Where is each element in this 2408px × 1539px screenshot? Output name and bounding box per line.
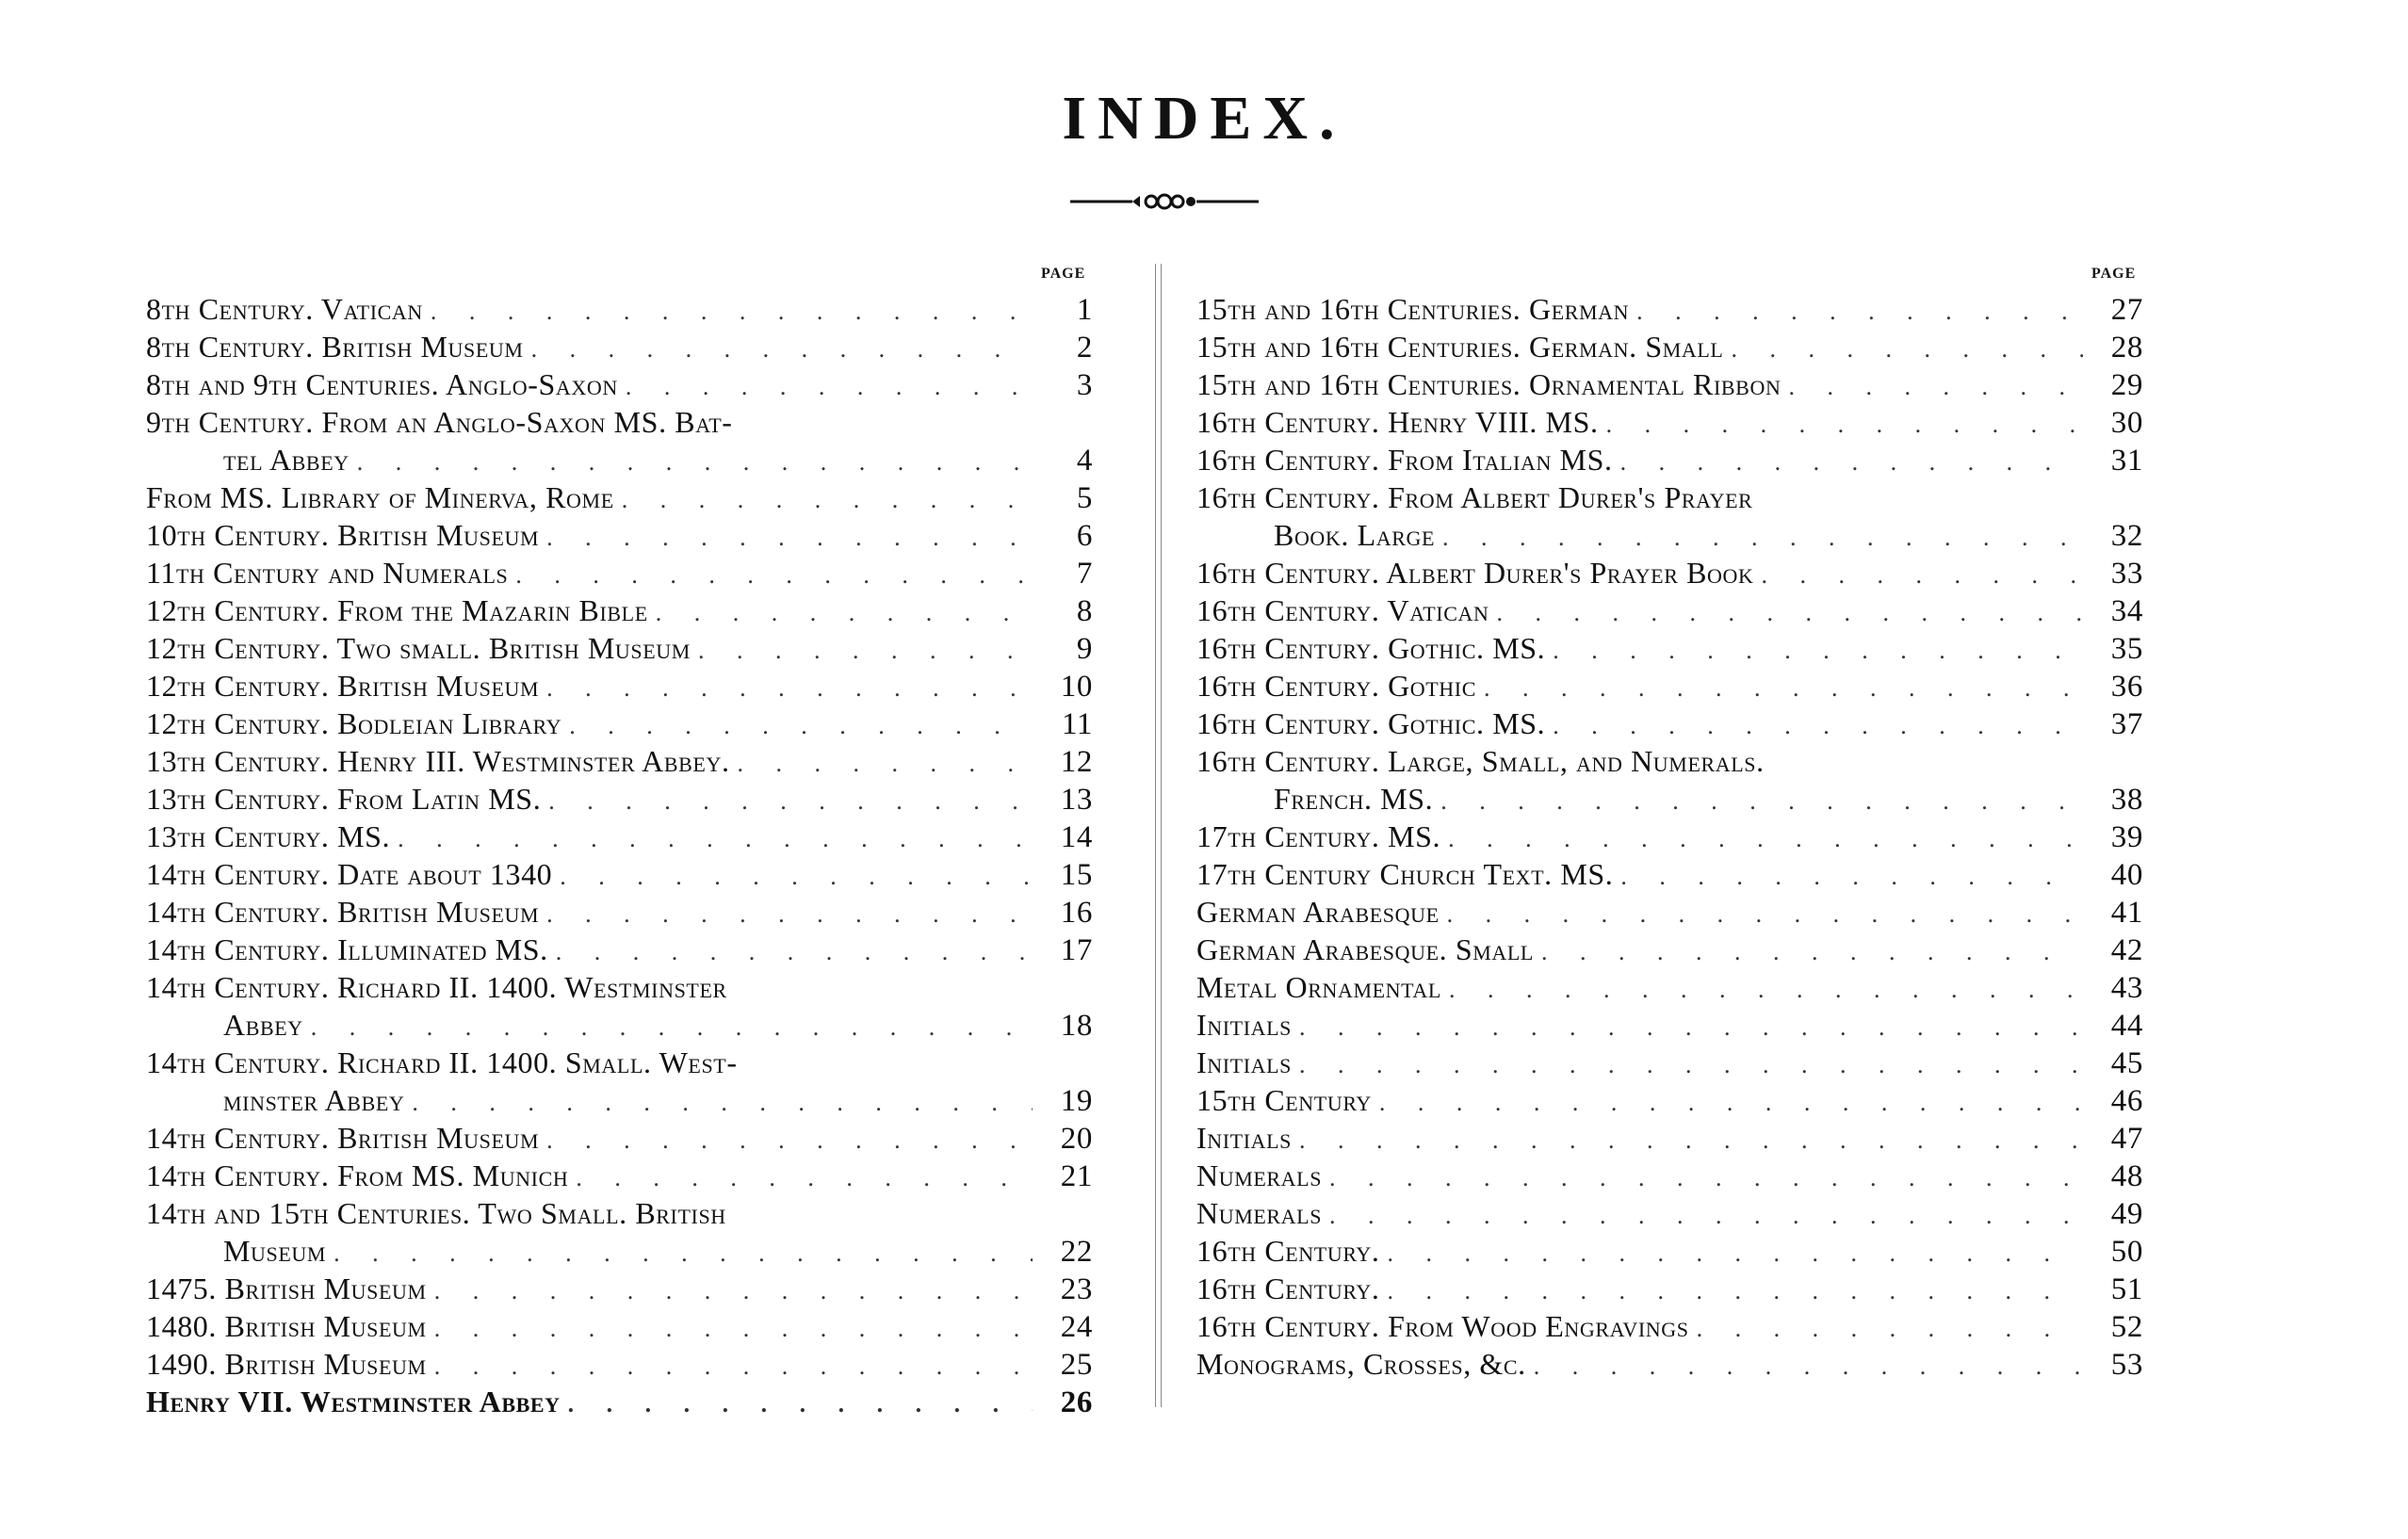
dot-leader <box>1620 444 2083 481</box>
entry-text: 14th Century. British Museum <box>146 895 540 929</box>
ornament-divider <box>1070 188 1259 215</box>
dot-leader <box>1697 1310 2083 1348</box>
entry-text: 16th Century. <box>1196 1234 1380 1268</box>
entry-text: 15th and 16th Centuries. Ornamental Ribbon <box>1196 367 1782 401</box>
index-entry <box>146 1157 1093 1194</box>
index-entry <box>146 893 1093 931</box>
index-entry <box>146 818 1093 855</box>
index-entry <box>146 968 1093 1044</box>
index-entry <box>1196 1044 2143 1081</box>
page-number: 8 <box>1076 594 1093 628</box>
entry-text: German Arabesque. Small <box>1196 932 1534 966</box>
index-entry <box>146 290 1093 328</box>
entry-text: Initials <box>1196 1008 1292 1042</box>
entry-text: 15th and 16th Centuries. German <box>1196 292 1630 326</box>
entry-text: German Arabesque <box>1196 895 1440 929</box>
dot-leader <box>576 1159 1033 1197</box>
index-entry <box>146 629 1093 667</box>
index-entry <box>146 780 1093 818</box>
page-number: 44 <box>2110 1009 2143 1043</box>
page-number: 33 <box>2110 557 2143 591</box>
index-entry <box>1196 1081 2143 1119</box>
page-number: 22 <box>1060 1235 1093 1269</box>
dot-leader <box>434 1310 1033 1348</box>
page-title: INDEX. <box>1062 84 1346 153</box>
index-entry <box>146 1383 1093 1420</box>
index-entry <box>1196 1194 2143 1232</box>
page-number: 28 <box>2110 331 2143 364</box>
page-number: 50 <box>2110 1235 2143 1269</box>
page-number: 12 <box>1060 745 1093 779</box>
page-number: 46 <box>2110 1084 2143 1118</box>
page-number: 42 <box>2110 933 2143 967</box>
page-number: 38 <box>2110 783 2143 817</box>
entry-text: Book. Large <box>1274 518 1436 552</box>
index-entry <box>1196 1232 2143 1270</box>
entry-text: 8th Century. Vatican <box>146 292 423 326</box>
entry-text: From MS. Library of Minerva, Rome <box>146 480 614 514</box>
page-number: 21 <box>1060 1159 1093 1193</box>
dot-leader <box>560 858 1033 896</box>
dot-leader <box>1440 783 2083 820</box>
page-number: 45 <box>2110 1046 2143 1080</box>
entry-text: Abbey <box>223 1008 303 1042</box>
dot-leader <box>434 1272 1033 1310</box>
page-number: 48 <box>2110 1159 2143 1193</box>
dot-leader <box>1448 820 2083 858</box>
entry-text: 12th Century. From the Mazarin Bible <box>146 593 648 627</box>
page-number: 37 <box>2110 707 2143 741</box>
entry-text: 12th Century. British Museum <box>146 669 540 703</box>
page-number: 43 <box>2110 971 2143 1005</box>
dot-leader <box>334 1235 1033 1272</box>
dot-leader <box>1329 1197 2083 1235</box>
entry-text: 16th Century. Large, Small, and Numerals. <box>1196 744 1765 778</box>
index-entry <box>1196 893 2143 931</box>
index-entry <box>146 1307 1093 1345</box>
index-entry <box>146 855 1093 893</box>
index-entry <box>146 705 1093 742</box>
index-entry <box>146 403 1093 478</box>
page-number: 1 <box>1076 293 1093 327</box>
entry-text: 16th Century. <box>1196 1272 1380 1305</box>
index-entry <box>1196 290 2143 328</box>
page-number: 13 <box>1060 783 1093 817</box>
index-entry <box>146 1044 1093 1119</box>
index-entry <box>1196 931 2143 968</box>
entry-text: 15th Century <box>1196 1083 1372 1117</box>
dot-leader <box>1553 632 2083 670</box>
page-number: 23 <box>1060 1272 1093 1306</box>
dot-leader <box>1329 1159 2083 1197</box>
index-entry <box>1196 403 2143 441</box>
dot-leader <box>1447 896 2083 933</box>
entry-text: Numerals <box>1196 1158 1323 1192</box>
index-entry <box>1196 554 2143 591</box>
dot-leader <box>1484 670 2083 707</box>
dot-leader <box>738 745 1033 783</box>
dot-leader <box>1731 331 2083 368</box>
entry-text: 13th Century. MS. <box>146 819 391 853</box>
page-number: 41 <box>2110 896 2143 930</box>
dot-leader <box>698 632 1033 670</box>
dot-leader <box>1606 406 2083 444</box>
entry-text: tel Abbey <box>223 443 350 477</box>
entry-text: 14th Century. Illuminated MS. <box>146 932 548 966</box>
dot-leader <box>656 594 1033 632</box>
index-entry <box>1196 328 2143 365</box>
dot-leader <box>569 707 1033 745</box>
index-entry <box>1196 1157 2143 1194</box>
entry-text: 16th Century. From Wood Engravings <box>1196 1309 1689 1343</box>
dot-leader <box>412 1084 1033 1122</box>
index-entry <box>1196 365 2143 403</box>
dot-leader <box>1387 1235 2083 1272</box>
dot-leader <box>431 293 1033 331</box>
entry-text: 9th Century. From an Anglo-Saxon MS. Bat- <box>146 405 733 439</box>
page-number: 6 <box>1076 519 1093 553</box>
entry-text: French. MS. <box>1274 782 1434 816</box>
entry-text: 12th Century. Bodleian Library <box>146 706 562 740</box>
index-entry <box>1196 705 2143 742</box>
dot-leader <box>546 896 1033 933</box>
entry-text: 16th Century. Gothic <box>1196 669 1476 703</box>
dot-leader <box>548 783 1033 820</box>
entry-text: 16th Century. From Italian MS. <box>1196 443 1613 477</box>
dot-leader <box>1620 858 2083 896</box>
page-number: 9 <box>1076 632 1093 666</box>
entry-text: Initials <box>1196 1045 1292 1079</box>
page-number: 16 <box>1060 896 1093 930</box>
entry-text: 16th Century. Gothic. MS. <box>1196 706 1546 740</box>
page-column-heading-left: PAGE <box>1041 266 1086 282</box>
page-number: 5 <box>1076 481 1093 515</box>
index-entry <box>1196 1345 2143 1383</box>
page-number: 7 <box>1076 557 1093 591</box>
dot-leader <box>398 820 1033 858</box>
page-number: 39 <box>2110 820 2143 854</box>
entry-text: 8th Century. British Museum <box>146 330 524 364</box>
entry-text: 8th and 9th Centuries. Anglo-Saxon <box>146 367 618 401</box>
dot-leader <box>1496 594 2083 632</box>
entry-text: 11th Century and Numerals <box>146 556 509 590</box>
entry-text: Initials <box>1196 1121 1292 1155</box>
entry-text: Metal Ornamental <box>1196 970 1441 1004</box>
dot-leader <box>1379 1084 2083 1122</box>
page-number: 2 <box>1076 331 1093 364</box>
dot-leader <box>546 1122 1033 1159</box>
entry-text: 14th Century. Richard II. 1400. Westminster <box>146 970 727 1004</box>
page-number: 40 <box>2110 858 2143 892</box>
entry-text: 17th Century Church Text. MS. <box>1196 857 1614 891</box>
dot-leader <box>531 331 1033 368</box>
entry-text: 13th Century. Henry III. Westminster Abbey. <box>146 744 730 778</box>
entry-text: Numerals <box>1196 1196 1323 1230</box>
index-entry <box>146 1270 1093 1307</box>
index-entry <box>1196 441 2143 478</box>
index-entry <box>146 1119 1093 1157</box>
entry-text: 14th Century. From MS. Munich <box>146 1158 569 1192</box>
entry-text: 10th Century. British Museum <box>146 518 540 552</box>
dot-leader <box>546 519 1033 557</box>
page-number: 4 <box>1076 444 1093 478</box>
entry-text: 16th Century. Henry VIII. MS. <box>1196 405 1599 439</box>
page-number: 31 <box>2110 444 2143 478</box>
page-number: 32 <box>2110 519 2143 553</box>
page-number: 24 <box>1060 1310 1093 1344</box>
dot-leader <box>1387 1272 2083 1310</box>
page-number: 17 <box>1060 933 1093 967</box>
page-number: 25 <box>1060 1348 1093 1382</box>
index-entry <box>1196 1006 2143 1044</box>
dot-leader <box>1299 1009 2083 1046</box>
page-number: 14 <box>1060 820 1093 854</box>
entry-text: Monograms, Crosses, &c. <box>1196 1347 1526 1381</box>
page-number: 35 <box>2110 632 2143 666</box>
page-number: 30 <box>2110 406 2143 440</box>
entry-text: 14th Century. British Museum <box>146 1121 540 1155</box>
dot-leader <box>1541 933 2083 971</box>
dot-leader <box>357 444 1033 481</box>
entry-text: Henry VII. Westminster Abbey <box>146 1385 561 1418</box>
index-entry <box>1196 591 2143 629</box>
dot-leader <box>311 1009 1033 1046</box>
page-number: 10 <box>1060 670 1093 704</box>
index-column-right <box>1196 290 2143 1383</box>
index-entry <box>146 1345 1093 1383</box>
index-entry <box>146 931 1093 968</box>
entry-text: 17th Century. MS. <box>1196 819 1441 853</box>
entry-text: 13th Century. From Latin MS. <box>146 782 542 816</box>
dot-leader <box>1553 707 2083 745</box>
index-entry <box>146 667 1093 705</box>
index-entry <box>1196 1307 2143 1345</box>
index-entry <box>1196 1270 2143 1307</box>
dot-leader <box>568 1385 1033 1423</box>
page-number: 3 <box>1076 368 1093 402</box>
dot-leader <box>556 933 1033 971</box>
entry-text: 14th Century. Date about 1340 <box>146 857 553 891</box>
dot-leader <box>515 557 1033 594</box>
page-number: 19 <box>1060 1084 1093 1118</box>
entry-text: 16th Century. Vatican <box>1196 593 1489 627</box>
entry-text: 1480. British Museum <box>146 1309 427 1343</box>
index-entry <box>1196 629 2143 667</box>
dot-leader <box>1788 368 2083 406</box>
page-column-heading-right: PAGE <box>2091 266 2137 282</box>
entry-text: 16th Century. Albert Durer's Prayer Book <box>1196 556 1754 590</box>
page-number: 27 <box>2110 293 2143 327</box>
dot-leader <box>1449 971 2083 1009</box>
index-entry <box>146 365 1093 403</box>
entry-text: 14th Century. Richard II. 1400. Small. West- <box>146 1045 738 1079</box>
index-entry <box>146 328 1093 365</box>
entry-text: 1475. British Museum <box>146 1272 427 1305</box>
index-column-left <box>146 290 1093 1420</box>
dot-leader <box>1299 1122 2083 1159</box>
dot-leader <box>1442 519 2083 557</box>
page-number: 51 <box>2110 1272 2143 1306</box>
column-divider <box>1155 264 1162 1407</box>
index-entry <box>146 516 1093 554</box>
page-number: 29 <box>2110 368 2143 402</box>
index-entry <box>1196 1119 2143 1157</box>
index-entry <box>1196 855 2143 893</box>
entry-text: 1490. British Museum <box>146 1347 427 1381</box>
index-entry <box>1196 968 2143 1006</box>
entry-text: 16th Century. From Albert Durer's Prayer <box>1196 480 1753 514</box>
entry-text: 16th Century. Gothic. MS. <box>1196 631 1546 665</box>
page-number: 11 <box>1062 707 1093 741</box>
dot-leader <box>546 670 1033 707</box>
entry-text: Museum <box>223 1234 327 1268</box>
dot-leader <box>1534 1348 2083 1385</box>
page-number: 34 <box>2110 594 2143 628</box>
index-entry <box>1196 667 2143 705</box>
index-entry <box>146 478 1093 516</box>
page-number: 15 <box>1060 858 1093 892</box>
entry-text: 12th Century. Two small. British Museum <box>146 631 691 665</box>
index-entry <box>146 554 1093 591</box>
dot-leader <box>1762 557 2084 594</box>
page-number: 20 <box>1060 1122 1093 1156</box>
entry-text: 14th and 15th Centuries. Two Small. British <box>146 1196 726 1230</box>
page-number: 49 <box>2110 1197 2143 1231</box>
dot-leader <box>1299 1046 2083 1084</box>
dot-leader <box>434 1348 1033 1385</box>
index-entry <box>1196 478 2143 554</box>
dot-leader <box>626 368 1033 406</box>
index-entry <box>146 591 1093 629</box>
index-entry <box>146 742 1093 780</box>
index-entry <box>146 1194 1093 1270</box>
page-number: 52 <box>2110 1310 2143 1344</box>
page-number: 18 <box>1060 1009 1093 1043</box>
index-entry <box>1196 818 2143 855</box>
entry-text: 15th and 16th Centuries. German. Small <box>1196 330 1724 364</box>
page-number: 36 <box>2110 670 2143 704</box>
page-number: 26 <box>1060 1385 1093 1419</box>
dot-leader <box>1636 293 2083 331</box>
page-number: 47 <box>2110 1122 2143 1156</box>
index-entry <box>1196 742 2143 818</box>
entry-text: minster Abbey <box>223 1083 405 1117</box>
dot-leader <box>622 481 1033 519</box>
page-number: 53 <box>2110 1348 2143 1382</box>
